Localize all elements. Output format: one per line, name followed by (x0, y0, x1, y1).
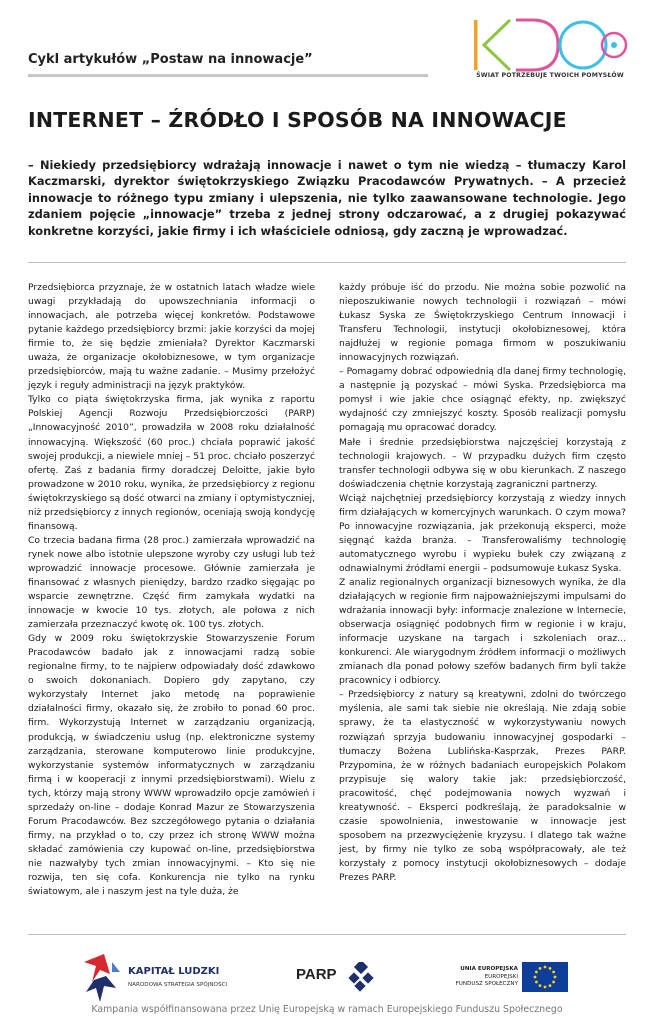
kapital-ludzki-logo (82, 948, 242, 1008)
right-paragraph-4: Wciąż najchętniej przedsiębiorcy korzystają z wiedzy innych firm działających w komercyjnych warunkach. O czym mowa? Po innowacyjne rozwiązania, jak przekonują eksperci, może sięgnąć każda branża. – Transferowaliśmy technologię automatycznego wyrobu i wypieku bułek czy związaną z odnawialnymi źródłami energii – podsumowuje Łukasz Syska. (339, 492, 626, 574)
right-paragraph-1: każdy próbuje iść do przodu. Nie można sobie pozwolić na nieposzukiwanie nowych technologii i rozwiązań – mówi Łukasz Syska ze Świętokrzyskiego Centrum Innowacji i Transferu Technologii, instytucji okołobiznesowej, która najdłużej w regionie pomaga firmom w poszukiwaniu innowacyjnych rozwiązań. (339, 282, 626, 364)
eu-flag (522, 962, 568, 992)
kl-star-light (112, 962, 120, 972)
series-title: Cykl artykułów „Postaw na innowacje” (28, 52, 313, 67)
logo-letter-k-arms (484, 20, 510, 70)
kapital-ludzki-subtitle: NARODOWA STRATEGIA SPÓJNOŚCI (128, 982, 228, 988)
eu-label-line-1: UNIA EUROPEJSKA (460, 966, 518, 972)
kl-star-blue (86, 976, 116, 1002)
series-divider (28, 74, 428, 77)
logo-letter-k-bar (474, 20, 478, 70)
parp-logo-text: PARP (296, 966, 337, 983)
right-paragraph-3: Małe i średnie przedsiębiorstwa najczęściej korzystają z technologii krajowych. – W przypadku dużych firm często transfer technologii odbywa się w obu kierunkach. Z naszego doświadczenia chętnie korzystają zagraniczni partnerzy. (339, 436, 626, 490)
logo-circle-large (560, 22, 606, 68)
right-paragraph-5: Z analiz regionalnych organizacji biznesowych wynika, że dla działających w regionie firm najpoważniejszymi impulsami do wdrażania innowacji były: informacje znalezione w Internecie, obserwacja osiągnięć podobnych firm w regionie i w kraju, informacje uzyskane na targach i szkoleniach oraz... konkurenci. Ale wiarygodnym źródłem informacji o możliwych zmianach dla ponad połowy szefów badanych firm byli także pracownicy i odbiorcy. (339, 576, 626, 687)
parp-logo-mark (346, 962, 380, 992)
article-column-left (28, 281, 315, 899)
article-column-right (339, 281, 626, 885)
lead-divider (28, 262, 626, 263)
left-paragraph-2: Tylko co piąta świętokrzyska firma, jak wynika z raportu Polskiej Agencji Rozwoju Przedsiębiorczości (PARP) „Innowacyjność 2010”, prowadziła w 2008 roku działalność innowacyjną. Większość (60 proc.) chciała poprawić jakość swojej produkcji, a niewiele mniej – 51 proc. chciało poszerzyć ofertę. Zaś z badania firmy doradczej Deloitte, jakie było prowadzone w 2010 roku, wynika, że przedsiębiorcy z regionu świętokrzyskiego są dość otwarci na zmiany i optymistyczniej, niż przedsiębiorcy z innych regionów, oceniają swoją kondycję finansową. (28, 394, 315, 532)
eu-label-line-2: EUROPEJSKI (484, 973, 518, 980)
eu-label-line-3: FUNDUSZ SPOŁECZNY (455, 981, 518, 987)
logo-letter-d (516, 20, 558, 70)
article-lead: – Niekiedy przedsiębiorcy wdrażają innowacje i nawet o tym nie wiedzą – tłumaczy Karol Kaczmarski, dyrektor świętokrzyskiego Związku Pracodawców Prywatnych. – A przecież innowacje to różnego typu zmiany i ulepszenia, nie tylko zaawansowane technologie. Jego zdaniem pojęcie „innowacje” trzeba z jednej strony odczarować, a z drugiej pokazywać konkretne korzyści, jakie firmy i ich właściciele odniosą, gdy zaczną je wprowadzać. (28, 158, 626, 238)
right-paragraph-6: – Przedsiębiorcy z natury są kreatywni, zdolni do twórczego myślenia, ale sami tak siebie nie określają. Nie zdają sobie sprawy, że ta elastyczność w wykorzystywaniu nowych rozwiązań sprzyja budowaniu innowacyjnej gospodarki – tłumaczy Bożena Lublińska-Kasprzak, Prezes PARP. Przypomina, że w różnych badaniach europejskich Polakom przypisuje się walory takie jak: przedsiębiorczość, pracowitość, chęć podejmowania nowych wyzwań i kreatywność. – Eksperci podkreślają, że paradoksalnie w czasie spowolnienia, inwestowanie w innowacje jest sposobem na przezwyciężenie kryzysu. I dlatego tak ważne jest, by firmy nie tylko ze sobą współpracowały, ale też korzystały z pomocy instytucji okołobiznesowych – dodaje Prezes PARP. (339, 689, 626, 883)
left-paragraph-1: Przedsiębiorca przyznaje, że w ostatnich latach władze wiele uwagi przykładają do upowszechniania informacji o innowacjach, ale potrzeba więcej konkretów. Podstawowe pytanie każdego przedsiębiorcy brzmi: jakie korzyści da mojej firmie to, że się będzie zmieniała? Dyrektor Kaczmarski uważa, że organizacje okołobiznesowe, w tym organizacje przedsiębiorców, mają tu ważne zadanie. – Musimy przełożyć język i reguły administracji na język praktyków. (28, 282, 315, 392)
article-title: INTERNET – ŹRÓDŁO I SPOSÓB NA INNOWACJE (28, 108, 567, 132)
logo-caption: ŚWIAT POTRZEBUJE TWOICH POMYSŁÓW (476, 72, 624, 79)
right-paragraph-2: – Pomagamy dobrać odpowiednią dla danej firmy technologię, a następnie ją pozyskać – mówi Syska. Przedsiębiorca ma pomysł i wie jakie chce osiągnąć efekty, np. zwiększyć wydajność czy zmniejszyć koszty. Sposób realizacji pomysłu pomagają mu opracować doradcy. (339, 366, 626, 434)
funding-note: Kampania współfinansowana przez Unię Europejską w ramach Europejskiego Funduszu Społecznego (91, 1004, 563, 1015)
logo-dot (611, 42, 617, 48)
kapital-ludzki-title: KAPITAŁ LUDZKI (128, 966, 220, 977)
left-paragraph-3: Co trzecia badana firma (28 proc.) zamierzała wprowadzić na rynek nowe albo istotnie ulepszone wyroby czy usługi lub też wprowadzić innowacje procesowe. Głównie zamierzała je finansować z własnych pieniędzy, bardzo rzadko sięgając po wsparcie zewnętrzne. Część firm zamykała wydatki na innowacje w kwocie 10 tys. złotych, ale połowa z nich zamierzała przeznaczyć kwotę ok. 100 tys. złotych. (28, 534, 315, 631)
left-paragraph-4: Gdy w 2009 roku świętokrzyskie Stowarzyszenie Forum Pracodawców badało jak z innowacjami radzą sobie regionalne firmy, to te najpierw odpowiadały dość zdawkowo o swoich dokonaniach. Dopiero gdy zapytano, czy wykorzystały Internet jako metodę na poprawienie działalności firmy, okazało się, że zrobiło to ponad 60 proc. firm. Wykorzystują Internet w zarządzaniu organizacją, produkcją, w świadczeniu usług (np. elektroniczne systemy zarządzania, sterowane komputerowo linie produkcyjne, wykorzystanie systemów informatycznych w zarządzaniu firmą i w kooperacji z innymi przedsiębiorstwami). Wielu z tych, którzy mają strony WWW wprowadziło opcje zamówień i sprzedaży on-line – dodaje Konrad Mazur ze Stowarzyszenia Forum Pracodawców. Bez szczegółowego pytania o działania firmy, na przykład o to, czy przez ich stronę WWW można składać zamówienia czy kupować on-line, przedsiębiorstwa nie nazwałyby tych zmian innowacyjnymi. – Kto się nie rozwija, ten się cofa. Konkurencja nie tylko na rynku światowym, ale i naszym jest na tyle duża, że (28, 633, 315, 898)
footer-divider (28, 934, 626, 935)
eu-label (446, 966, 518, 989)
